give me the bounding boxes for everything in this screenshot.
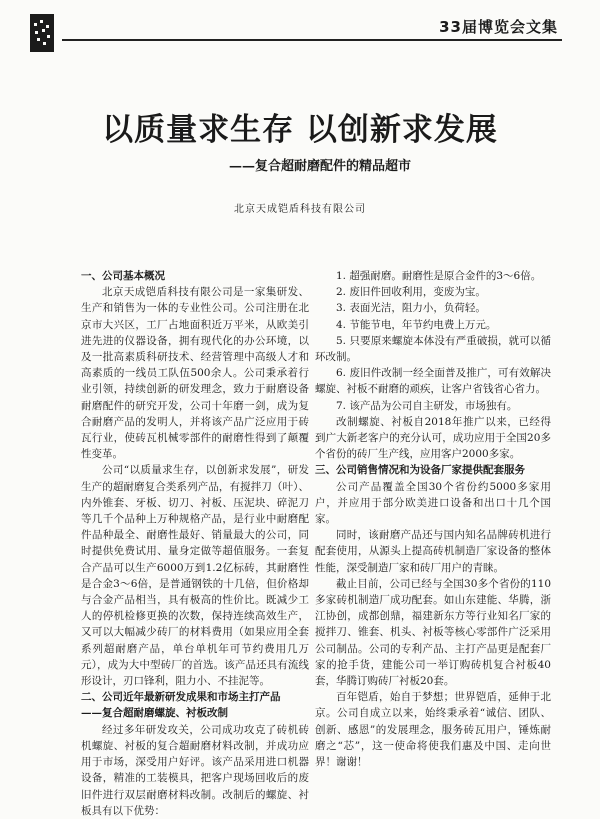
article-author: 北京天成铠盾科技有限公司 — [234, 204, 366, 215]
list-item: 6. 废旧件改制一经全面普及推广，可有效解决螺旋、衬板不耐磨的顽疾，让客户省钱省心省力。 — [315, 367, 551, 396]
paragraph: 北京天成铠盾科技有限公司是一家集研发、生产和销售为一体的专业性公司。公司注册在北京市大兴区，工厂占地面积近万平米，从欧美引进先进的仪器设备，拥有现代化的办公环境，以及一批高素质科研技术、经营管理中高级人才和高素质的一线员工队伍500余人。公司秉承着行业引领，持续创新的研发理念，致力于耐磨设备耐磨配件的研究开发，公司十年磨一剑，成为复合耐磨产品的发明人，并将该产品广泛应用于砖瓦行业，使砖瓦机械零部件的耐磨性得到了颠覆性变革。 — [81, 286, 309, 461]
journal-logo-icon — [30, 14, 54, 52]
list-item: 3. 表面光洁，阻力小，负荷轻。 — [336, 302, 486, 315]
paragraph: 同时，该耐磨产品还与国内知名品牌砖机进行配套使用，从源头上提高砖机制造厂家设备的整体性能，深受制造厂家和砖厂用户的青睐。 — [315, 529, 551, 574]
section-heading: 一、公司基本概况 — [81, 270, 165, 282]
article-title: 以质量求生存 以创新求发展 — [102, 112, 498, 148]
paragraph: 公司产品覆盖全国30个省份约5000多家用户，并应用于部分欧美进口设备和出口十几个国家。 — [315, 480, 551, 526]
article-subtitle: ——复合超耐磨配件的精品超市 — [228, 159, 411, 174]
paragraph: 截止目前，公司已经与全国30多个省份的110多家砖机制造厂成功配套。如山东建能、华腾，浙江协创，成都创鼎，福建新东方等行业知名厂家的搅拌刀、锥套、机头、衬板等核心零部件广泛采用公司制品。公司的专利产品、主打产品更是配套厂家的抢手货，建能公司一举订购砖机复合衬板40套，华腾订购砖厂衬板20套。 — [315, 577, 551, 688]
left-column — [81, 268, 309, 819]
list-item: 5. 只要原来螺旋本体没有严重破损，就可以循环改制。 — [315, 334, 551, 364]
section-heading: 二、公司近年最新研发成果和市场主打产品 — [81, 691, 281, 704]
list-item: 7. 该产品为公司自主研发，市场独有。 — [336, 399, 518, 412]
paragraph: 经过多年研发攻关，公司成功攻克了砖机砖机螺旋、衬板的复合超耐磨材料改制，并成功应用于市场，深受用户好评。该产品采用进口机器设备，精准的工装模具，把客户现场回收后的废旧件进行双层耐磨材料改制。改制后的螺旋、衬板具有以下优势： — [81, 723, 309, 817]
journal-title: 33届博览会文集 — [439, 18, 558, 36]
paragraph: 改制螺旋、衬板自2018年推广以来，已经得到广大新老客户的充分认可，成功应用于全国20多个省份的砖厂生产线，应用客户2000多家。 — [315, 415, 551, 461]
list-item: 2. 废旧件回收利用，变废为宝。 — [336, 286, 486, 299]
section-heading: 三、公司销售情况和为设备厂家提供配套服务 — [315, 464, 525, 477]
list-item: 4. 节能节电，年节约电费上万元。 — [336, 318, 497, 331]
right-column — [315, 268, 551, 770]
paragraph: 百年铠盾，始自于梦想；世界铠盾，延伸于北京。公司自成立以来，始终秉承着“诚信、团队、创新、感恩”的发展理念，服务砖瓦用户，锤炼耐磨之“芯”，这一使命将使我们惠及中国、走向世界！谢谢！ — [315, 691, 551, 769]
list-item: 1. 超强耐磨。耐磨性是原合金件的3～6倍。 — [336, 270, 542, 282]
paragraph: 公司“以质量求生存，以创新求发展”，研发生产的超耐磨复合类系列产品，有搅拌刀（叶）、内外锥套、牙板、切刀、衬板、压泥块、碎泥刀等几千个品种上万种规格产品，是行业中耐磨配件品种最全、耐磨性最好、销量最大的公司，同时提供免费试用、量身定做等超值服务。一套复合产品可以生产6000万到1.2亿标砖，其耐磨性是合金3～6倍，是普通钢铁的十几倍，但价格却与合金产品相当，具有极高的性价比。既减少工人的停机检修更换的次数，保持连续高效生产，又可以大幅减少砖厂的材料费用（如果应用全套系列超耐磨产品，单台单机年可节约费用几万元），成为大中型砖厂的首选。该产品还具有流线形设计，刃口锋利，阻力小、不挂泥等。 — [81, 464, 309, 688]
section-subheading: ——复合超耐磨螺旋、衬板改制 — [81, 707, 228, 720]
header-rule — [62, 39, 562, 41]
